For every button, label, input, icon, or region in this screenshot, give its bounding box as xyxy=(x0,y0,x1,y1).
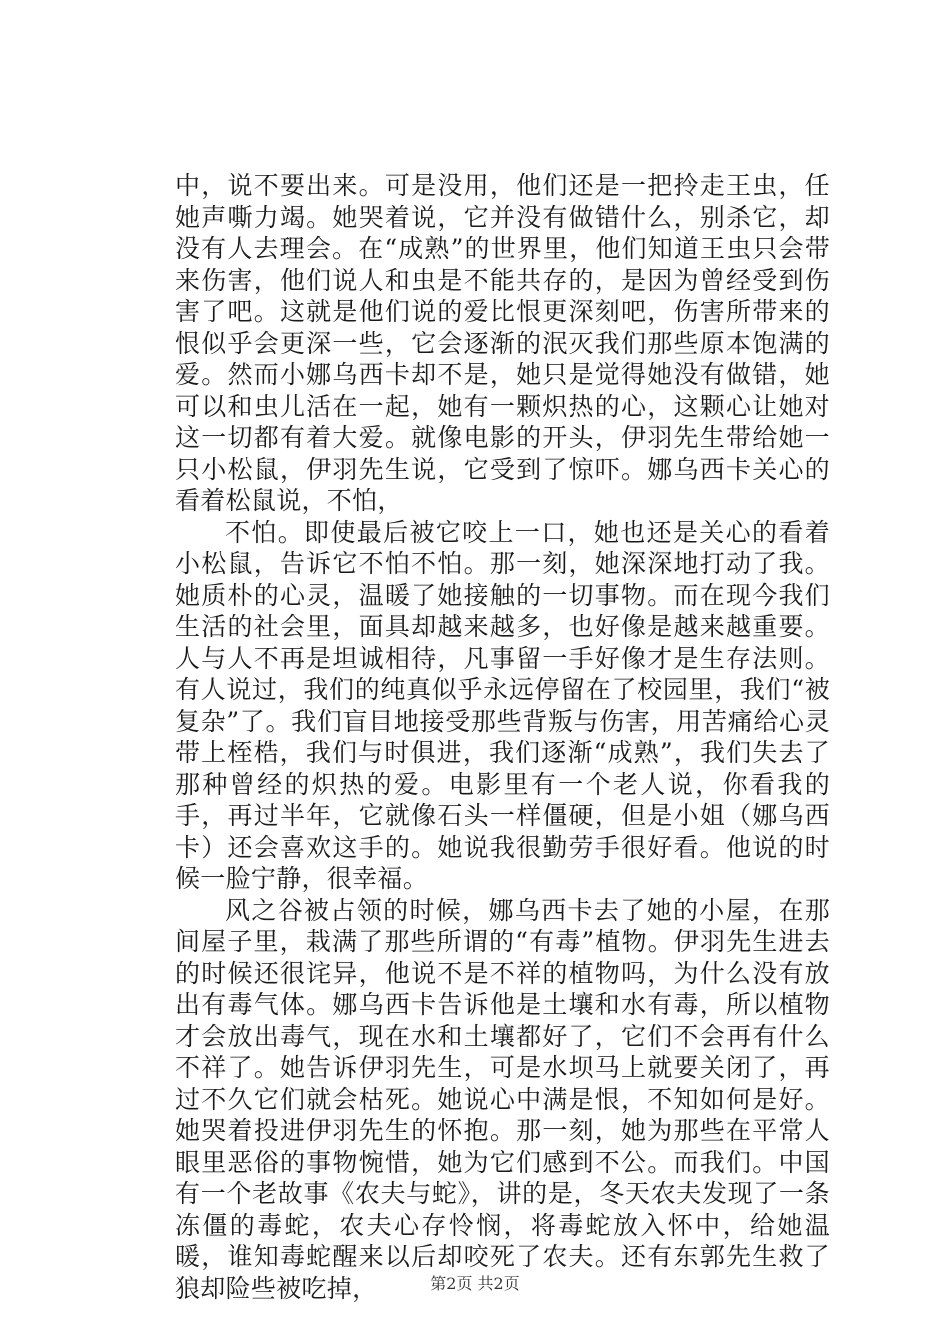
paragraph-1: 中，说不要出来。可是没用，他们还是一把拎走王虫，任她声嘶力竭。她哭着说，它并没有做错什么，别杀它，却没有人去理会。在“成熟”的世界里，他们知道王虫只会带来伤害，他们说人和虫是不能共存的，是因为曾经受到伤害了吧。这就是他们说的爱比恨更深刻吧，伤害所带来的恨似乎会更深一些，它会逐渐的泯灭我们那些原本饱满的爱。然而小娜乌西卡却不是，她只是觉得她没有做错，她可以和虫儿活在一起，她有一颗炽热的心，这颗心让她对这一切都有着大爱。就像电影的开头，伊羽先生带给她一只小松鼠，伊羽先生说，它受到了惊吓。娜乌西卡关心的看着松鼠说，不怕， xyxy=(175,171,830,515)
paragraph-2: 不怕。即使最后被它咬上一口，她也还是关心的看着小松鼠，告诉它不怕不怕。那一刻，她深深地打动了我。她质朴的心灵，温暖了她接触的一切事物。而在现今我们生活的社会里，面具却越来越多，也好像是越来越重要。人与人不再是坦诚相待，凡事留一手好像才是生存法则。有人说过，我们的纯真似乎永远停留在了校园里，我们“被复杂”了。我们盲目地接受那些背叛与伤害，用苦痛给心灵带上桎梏，我们与时俱进，我们逐渐“成熟”，我们失去了那种曾经的炽热的爱。电影里有一个老人说，你看我的手，再过半年，它就像石头一样僵硬，但是小姐（娜乌西卡）还会喜欢这手的。她说我很勤劳手很好看。他说的时候一脸宁静，很幸福。 xyxy=(175,517,830,893)
paragraph-3: 风之谷被占领的时候，娜乌西卡去了她的小屋，在那间屋子里，栽满了那些所谓的“有毒”植物。伊羽先生进去的时候还很诧异，他说不是不祥的植物吗，为什么没有放出有毒气体。娜乌西卡告诉他是土壤和水有毒，所以植物才会放出毒气，现在水和土壤都好了，它们不会再有什么不祥了。她告诉伊羽先生，可是水坝马上就要关闭了，再过不久它们就会枯死。她说心中满是恨，不知如何是好。她哭着投进伊羽先生的怀抱。那一刻，她为那些在平常人眼里恶俗的事物惋惜，她为它们感到不公。而我们。中国有一个老故事《农夫与蛇》，讲的是，冬天农夫发现了一条冻僵的毒蛇，农夫心存怜悯，将毒蛇放入怀中，给她温暖，谁知毒蛇醒来以后却咬死了农夫。还有东郭先生救了狼却险些被吃掉， xyxy=(175,895,830,1303)
body-text xyxy=(175,170,830,1304)
page-footer: 第2页 共2页 xyxy=(430,1274,520,1293)
